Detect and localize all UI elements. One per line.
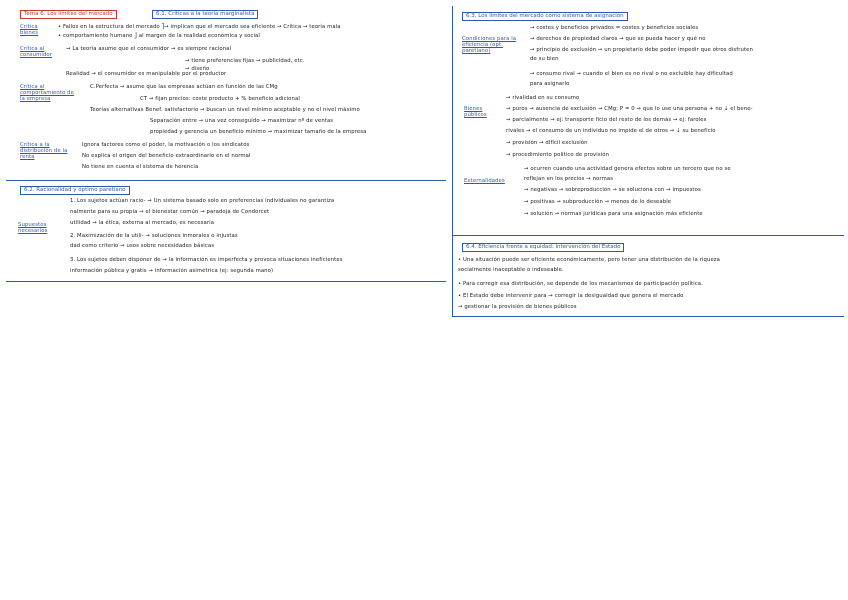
externalidad-line-4: → positivas → subproducción → menos de lo deseable bbox=[524, 199, 672, 205]
supuesto-line-1: 1. Los sujetos actúan racio- → Un sistema basado solo en preferencias individuales no garantiza bbox=[70, 198, 335, 204]
externalidad-line-1: → ocurren cuando una actividad genera efectos sobre un tercero que no se bbox=[524, 166, 731, 172]
supuestos-label: Supuestos necesarios bbox=[18, 222, 48, 235]
critica-empresa-line-5: propiedad y gerencia un beneficio mínimo → maximizar tamaño de la empresa bbox=[150, 129, 367, 135]
section-6-4-title: 6.4. Eficiencia frente a equidad: intervención del Estado bbox=[462, 243, 624, 252]
critica-bienes-line-1: • Fallos en la estructura del mercado ⎤→ implican que el mercado sea eficiente → Crítica → teoría mala bbox=[58, 24, 341, 30]
bienes-line-2: → puros → ausencia de exclusión → CMg; P = 0 → que lo use una persona + no ↓ el bene- bbox=[506, 106, 753, 112]
critica-renta-label: Crítica a la distribución de la renta bbox=[20, 142, 68, 161]
critica-consumidor-line-1: → La teoría asume que el consumidor → es siempre racional bbox=[66, 46, 232, 52]
critica-empresa-line-4: Separación entre → una vez conseguido → maximizar nº de ventas bbox=[150, 118, 334, 124]
condicion-line-2: → derechos de propiedad claros → que se pueda hacer y qué no bbox=[530, 36, 706, 42]
critica-consumidor-line-3: → diseño bbox=[185, 66, 210, 72]
supuesto-line-2: nalmente para su propia → el bienestar común → paradoja de Condorcet bbox=[70, 209, 270, 215]
supuesto-line-7: información pública y gratis → información asimétrica (ej: segunda mano) bbox=[70, 268, 274, 274]
bienes-line-1: → rivalidad en su consumo bbox=[506, 95, 580, 101]
critica-empresa-line-2: CT → fijan precios: coste producto + % beneficio adicional bbox=[140, 96, 300, 102]
condicion-line-5: → consumo rival → cuando el bien es no rival o no excluible hay dificultad bbox=[530, 71, 733, 77]
condicion-line-3: → principio de exclusión → un propietario debe poder impedir que otros disfruten bbox=[530, 47, 753, 53]
supuesto-line-5: dad como criterio → usos sobre necesidades básicas bbox=[70, 243, 215, 249]
bienes-line-3: → parcialmente → ej: transporte ficio del resto de los demás → ej: faroles bbox=[506, 117, 707, 123]
section-divider-left-2 bbox=[6, 281, 446, 282]
externalidad-line-2: reflejan en los precios → normas bbox=[524, 176, 614, 182]
section-divider-right-2 bbox=[452, 316, 844, 317]
section-6-3-title: 6.3. Los límites del mercado como sistema de asignación bbox=[462, 12, 628, 21]
condicion-line-4: de su bien bbox=[530, 56, 559, 62]
bienes-publicos-label: Bienes públicos bbox=[464, 106, 487, 119]
topic-title: Tema 6. Los límites del mercado bbox=[20, 10, 117, 19]
critica-empresa-line-3: Teorías alternativas Benef. satisfactorio → buscan un nivel mínimo aceptable y no el nivel máximo bbox=[90, 107, 360, 113]
critica-bienes-label: Crítica bienes bbox=[20, 24, 39, 37]
externalidad-line-5: → solución → normas jurídicas para una asignación más eficiente bbox=[524, 211, 703, 217]
supuesto-line-4: 2. Maximización de la utili- → soluciones inmorales o injustas bbox=[70, 233, 238, 239]
critica-renta-line-2: No explica el origen del beneficio extraordinario en el normal bbox=[82, 153, 251, 159]
critica-empresa-line-1: C.Perfecta → asume que las empresas actúan en función de las CMg bbox=[90, 84, 278, 90]
eficiencia-line-3: • Para corregir esa distribución, se depende de los mecanismos de participación política. bbox=[458, 281, 703, 287]
condiciones-label: Condiciones para la eficiencia (opt. paretiano) bbox=[462, 36, 517, 55]
eficiencia-line-5: → gestionar la provisión de bienes públicos bbox=[458, 304, 577, 310]
externalidad-line-3: → negativas → sobreproducción → se soluciona con → impuestos bbox=[524, 187, 701, 193]
section-6-2-title: 6.2. Racionalidad y óptimo paretiano bbox=[20, 186, 130, 195]
condicion-line-1: → costes y beneficios privados = costes y beneficios sociales bbox=[530, 25, 699, 31]
column-divider bbox=[452, 6, 453, 316]
critica-consumidor-line-4: Realidad → el consumidor es manipulable por el productor bbox=[66, 71, 227, 77]
critica-bienes-line-2: • comportamiento humano ⎦ al margen de la realidad económica y social bbox=[58, 33, 260, 39]
critica-consumidor-line-2: → tiene preferencias fijas → publicidad, etc. bbox=[185, 58, 305, 64]
bienes-line-6: → procedimiento político de provisión bbox=[506, 152, 610, 158]
supuesto-line-6: 3. Los sujetos deben disponer de → la información es imperfecta y provoca situaciones ineficientes bbox=[70, 257, 343, 263]
eficiencia-line-4: • El Estado debe intervenir para → corregir la desigualdad que genera el mercado bbox=[458, 293, 684, 299]
critica-empresa-label: Crítica al comportamiento de la empresa bbox=[20, 84, 74, 103]
externalidades-label: Externalidades bbox=[464, 178, 505, 184]
critica-consumidor-label: Crítica al consumidor bbox=[20, 46, 53, 59]
critica-renta-line-3: No tiene en cuenta el sistema de herencia bbox=[82, 164, 199, 170]
eficiencia-line-1: • Una situación puede ser eficiente económicamente, pero tener una distribución de la riqueza bbox=[458, 257, 721, 263]
bienes-line-4: rivales → el consumo de un individuo no impide el de otros → ↓ su beneficio bbox=[506, 128, 716, 134]
bienes-line-5: → provisión → difícil exclusión bbox=[506, 140, 588, 146]
supuesto-line-3: utilidad → la ética, externa al mercado, es necesaria bbox=[70, 220, 215, 226]
eficiencia-line-2: socialmente inaceptable o indeseable. bbox=[458, 267, 564, 273]
section-6-1-title: 6.1. Críticas a la teoría marginalista bbox=[152, 10, 258, 19]
condicion-line-6: para asignarlo bbox=[530, 81, 570, 87]
critica-renta-line-1: Ignora factores como el poder, la motivación o los sindicatos bbox=[82, 142, 250, 148]
section-divider-right-1 bbox=[452, 235, 844, 236]
section-divider-left-1 bbox=[6, 180, 446, 181]
